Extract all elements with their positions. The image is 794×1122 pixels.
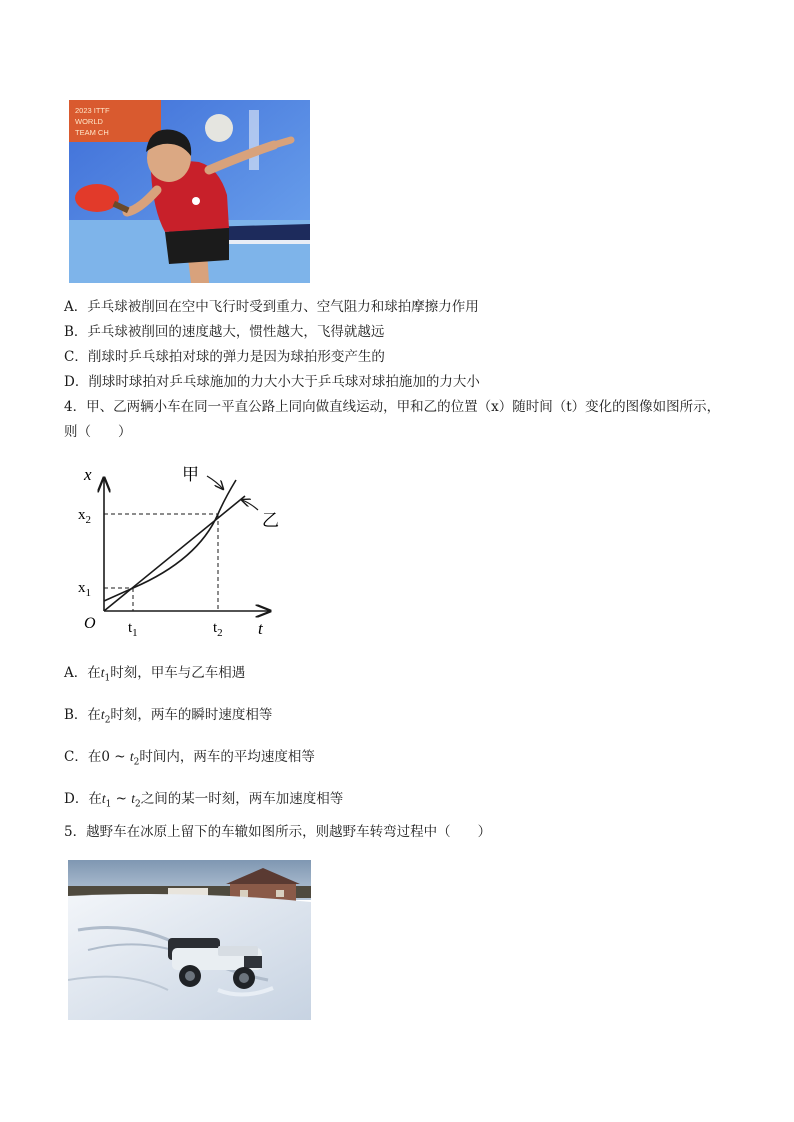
q4-option-d: D．在$t_1$ ~ $t_2$之间的某一时刻，两车加速度相等: [64, 791, 344, 810]
offroad-vehicle-photo: [68, 860, 311, 1020]
offroad-vehicle-illustration: [68, 860, 311, 1020]
q3-option-d: D．削球时球拍对乒乓球施加的力大小大于乒乓球对球拍施加的力大小: [64, 374, 480, 390]
x1-label: $x_1$: [78, 580, 91, 599]
q3-option-a: A．乒乓球被削回在空中飞行时受到重力、空气阻力和球拍摩擦力作用: [64, 299, 479, 315]
jia-curve: [104, 480, 236, 601]
y-axis-label: x: [84, 465, 92, 484]
origin-label: O: [84, 615, 96, 632]
table-tennis-illustration: [69, 100, 310, 283]
banner-text-2: WORLD: [75, 117, 103, 126]
q4-stem-line-2: 则（ ）: [64, 424, 132, 440]
q4-option-b: B．在$t_2$时刻，两车的瞬时速度相等: [64, 707, 273, 726]
position-time-graph: [70, 458, 290, 648]
yi-pointer: [242, 500, 258, 510]
t2-label: $t_2$: [213, 620, 223, 639]
q5-stem: 5．越野车在冰原上留下的车辙如图所示，则越野车转弯过程中（ ）: [64, 824, 492, 840]
banner-text-1: 2023 ITTF: [75, 106, 110, 115]
q4-option-a: A．在$t_1$时刻，甲车与乙车相遇: [64, 665, 246, 684]
t1-label: $t_1$: [128, 620, 138, 639]
banner-text-3: TEAM CH: [75, 128, 109, 137]
q3-option-c: C．削球时乒乓球拍对球的弹力是因为球拍形变产生的: [64, 349, 385, 365]
q4-stem-line-1: 4．甲、乙两辆小车在同一平直公路上同向做直线运动，甲和乙的位置（x）随时间（t）变化的图像如图所示，: [64, 399, 721, 415]
q4-option-c: C．在0 ~ $t_2$时间内，两车的平均速度相等: [64, 749, 315, 768]
q3-option-b: B．乒乓球被削回的速度越大，惯性越大，飞得就越远: [64, 324, 385, 340]
x2-label: $x_2$: [78, 507, 91, 526]
jia-pointer: [207, 476, 223, 489]
jia-label: 甲: [182, 465, 199, 485]
yi-label: 乙: [262, 511, 279, 531]
x-axis-label: t: [258, 619, 263, 638]
yi-line: [104, 496, 245, 611]
table-tennis-photo: [69, 100, 310, 283]
